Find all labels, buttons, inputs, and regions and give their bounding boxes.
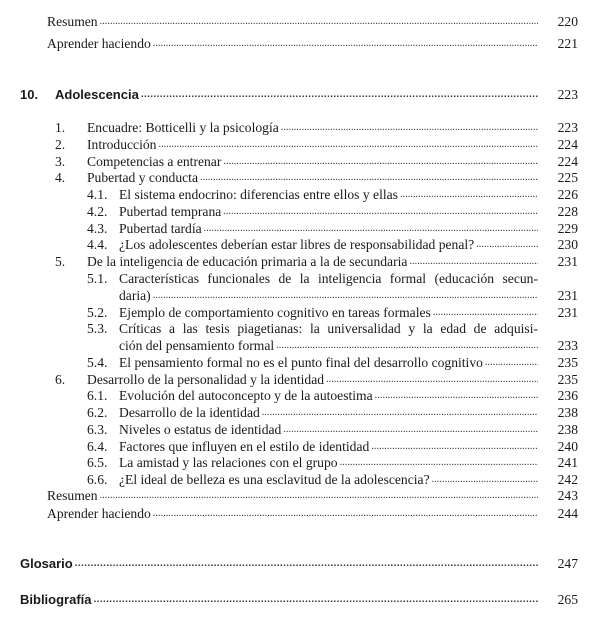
page-number: 228 xyxy=(557,204,578,219)
entry-number: 5.1. xyxy=(87,271,108,286)
dot-leader xyxy=(153,505,538,522)
toc-entry-continuation[interactable] xyxy=(119,287,578,304)
entry-title: Pubertad temprana xyxy=(119,204,222,219)
entry-number: 6. xyxy=(55,372,66,387)
toc-entry[interactable] xyxy=(47,35,578,52)
entry-title: Desarrollo de la identidad xyxy=(119,405,260,420)
toc-entry[interactable] xyxy=(55,371,578,388)
entry-title: La amistad y las relaciones con el grupo xyxy=(119,455,338,470)
page-number: 265 xyxy=(557,592,578,607)
entry-title: Bibliografía xyxy=(20,592,92,607)
entry-title: Introducción xyxy=(87,137,157,152)
entry-title: Características funcionales de la inteligencia formal (educación secun- xyxy=(119,271,538,286)
page-number: 223 xyxy=(557,120,578,135)
dot-leader xyxy=(433,304,538,321)
entry-title: Factores que influyen en el estilo de identidad xyxy=(119,439,370,454)
entry-title: Competencias a entrenar xyxy=(87,154,222,169)
dot-leader xyxy=(100,13,538,30)
dot-leader xyxy=(223,203,538,220)
entry-number: 2. xyxy=(55,137,66,152)
toc-entry[interactable] xyxy=(87,404,578,421)
page-number: 231 xyxy=(557,288,578,303)
entry-title-continued: ción del pensamiento formal xyxy=(119,338,275,353)
dot-leader xyxy=(326,371,538,388)
page-number: 247 xyxy=(557,556,578,571)
toc-entry[interactable] xyxy=(87,421,578,438)
toc-entry[interactable] xyxy=(87,203,578,220)
entry-title: Ejemplo de comportamiento cognitivo en tareas formales xyxy=(119,305,431,320)
toc-entry[interactable] xyxy=(55,253,578,270)
dot-leader xyxy=(223,153,538,170)
dot-leader xyxy=(375,387,538,404)
entry-number: 4.4. xyxy=(87,237,108,252)
page-number: 235 xyxy=(557,355,578,370)
page-number: 224 xyxy=(557,154,578,169)
toc-entry[interactable] xyxy=(87,471,578,488)
toc-entry[interactable] xyxy=(55,153,578,170)
entry-title: Desarrollo de la personalidad y la identidad xyxy=(87,372,325,387)
toc-entry[interactable] xyxy=(55,169,578,186)
page-number: 235 xyxy=(557,372,578,387)
toc-entry[interactable] xyxy=(47,487,578,504)
page-number: 242 xyxy=(557,472,578,487)
entry-number: 6.3. xyxy=(87,422,108,437)
entry-number: 5.2. xyxy=(87,305,108,320)
toc-entry[interactable] xyxy=(20,86,578,103)
entry-number: 5.4. xyxy=(87,355,108,370)
entry-title: Pubertad y conducta xyxy=(87,170,198,185)
entry-title: Encuadre: Botticelli y la psicología xyxy=(87,120,279,135)
entry-number: 6.4. xyxy=(87,439,108,454)
entry-title: ¿El ideal de belleza es una esclavitud de la adolescencia? xyxy=(119,472,430,487)
toc-entry[interactable] xyxy=(87,454,578,471)
toc-entry[interactable] xyxy=(55,119,578,136)
entry-title: Glosario xyxy=(20,556,73,571)
toc-entry[interactable] xyxy=(87,270,578,287)
dot-leader xyxy=(100,487,538,504)
page-number: 231 xyxy=(557,254,578,269)
page-number: 224 xyxy=(557,137,578,152)
entry-title: Críticas a las tesis piagetianas: la universalidad y la edad de adquisi- xyxy=(119,321,538,336)
dot-leader xyxy=(204,220,538,237)
entry-number: 6.2. xyxy=(87,405,108,420)
page-number: 223 xyxy=(557,87,578,102)
entry-number: 4.3. xyxy=(87,221,108,236)
entry-number: 10. xyxy=(20,87,39,102)
toc-entry[interactable] xyxy=(47,13,578,30)
entry-title: Adolescencia xyxy=(55,87,139,102)
toc-entry[interactable] xyxy=(20,591,578,608)
toc-entry[interactable] xyxy=(20,555,578,572)
entry-number: 5. xyxy=(55,254,66,269)
page-number: 236 xyxy=(557,388,578,403)
entry-number: 1. xyxy=(55,120,66,135)
page-number: 244 xyxy=(557,506,578,521)
dot-leader xyxy=(153,287,538,304)
toc-entry-continuation[interactable] xyxy=(119,337,578,354)
toc-entry[interactable] xyxy=(87,186,578,203)
dot-leader xyxy=(276,337,538,354)
entry-number: 6.5. xyxy=(87,455,108,470)
page-number: 231 xyxy=(557,305,578,320)
page-number: 225 xyxy=(557,170,578,185)
page-number: 238 xyxy=(557,405,578,420)
dot-leader xyxy=(158,136,538,153)
dot-leader xyxy=(432,471,538,488)
entry-number: 4.2. xyxy=(87,204,108,219)
toc-entry[interactable] xyxy=(87,320,578,337)
toc-entry[interactable] xyxy=(87,236,578,253)
dot-leader xyxy=(281,119,538,136)
page-number: 229 xyxy=(557,221,578,236)
entry-title-continued: daria) xyxy=(119,288,151,303)
toc-entry[interactable] xyxy=(87,387,578,404)
toc-entry[interactable] xyxy=(47,505,578,522)
entry-title: Pubertad tardía xyxy=(119,221,202,236)
entry-number: 4.1. xyxy=(87,187,108,202)
page-number: 233 xyxy=(557,338,578,353)
dot-leader xyxy=(340,454,538,471)
page-number: 243 xyxy=(557,488,578,503)
page-number: 226 xyxy=(557,187,578,202)
dot-leader xyxy=(200,169,538,186)
entry-number: 3. xyxy=(55,154,66,169)
entry-number: 6.1. xyxy=(87,388,108,403)
dot-leader xyxy=(283,421,538,438)
entry-title: El pensamiento formal no es el punto final del desarrollo cognitivo xyxy=(119,355,483,370)
toc-entry[interactable] xyxy=(87,220,578,237)
entry-number: 6.6. xyxy=(87,472,108,487)
entry-number: 5.3. xyxy=(87,321,108,336)
dot-leader xyxy=(400,186,538,203)
entry-title: Resumen xyxy=(47,488,98,503)
dot-leader xyxy=(153,35,538,52)
entry-number: 4. xyxy=(55,170,66,185)
dot-leader xyxy=(94,591,538,608)
page-number: 221 xyxy=(557,36,578,51)
page-number: 241 xyxy=(557,455,578,470)
entry-title: De la inteligencia de educación primaria a la de secundaria xyxy=(87,254,408,269)
toc-entry[interactable] xyxy=(87,354,578,371)
dot-leader xyxy=(75,555,538,572)
page-number: 230 xyxy=(557,237,578,252)
toc-entry[interactable] xyxy=(55,136,578,153)
dot-leader xyxy=(141,86,538,103)
entry-title: Evolución del autoconcepto y de la autoestima xyxy=(119,388,373,403)
dot-leader xyxy=(485,354,538,371)
page-number: 238 xyxy=(557,422,578,437)
entry-title: El sistema endocrino: diferencias entre ellos y ellas xyxy=(119,187,398,202)
toc-entry[interactable] xyxy=(87,438,578,455)
entry-title: Resumen xyxy=(47,14,98,29)
entry-title: ¿Los adolescentes deberían estar libres de responsabilidad penal? xyxy=(119,237,475,252)
entry-title: Aprender haciendo xyxy=(47,36,151,51)
toc-entry[interactable] xyxy=(87,304,578,321)
page-number: 220 xyxy=(557,14,578,29)
page-number: 240 xyxy=(557,439,578,454)
dot-leader xyxy=(262,404,538,421)
entry-title: Aprender haciendo xyxy=(47,506,151,521)
entry-title: Niveles o estatus de identidad xyxy=(119,422,282,437)
dot-leader xyxy=(476,236,538,253)
dot-leader xyxy=(409,253,538,270)
dot-leader xyxy=(371,438,538,455)
